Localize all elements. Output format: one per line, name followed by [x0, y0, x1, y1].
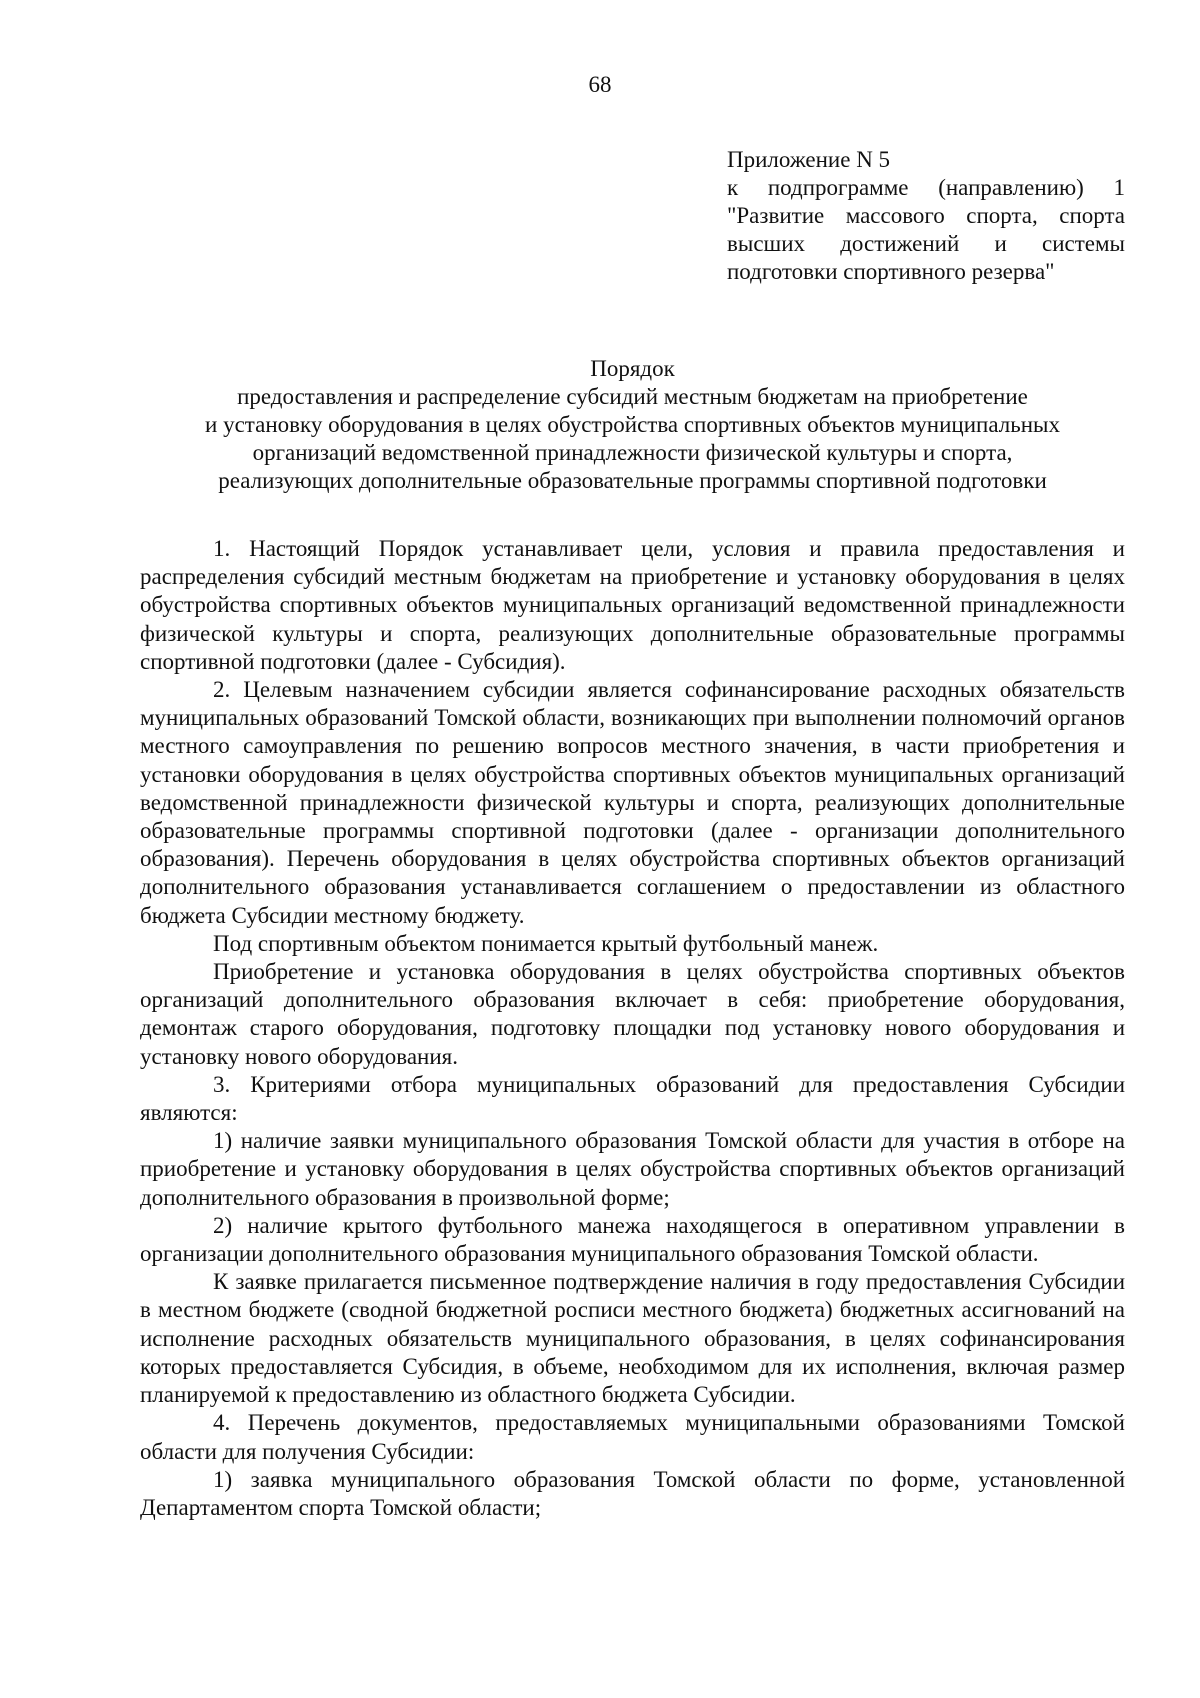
paragraph-3: 3. Критериями отбора муниципальных образований для предоставления Субсидии являются: — [140, 1071, 1125, 1126]
paragraph-equipment: Приобретение и установка оборудования в целях обустройства спортивных объектов организаций дополнительного образования включает в себя: приобретение оборудования, демонтаж старого оборудования, подготовку площадки под установку нового оборудования и установку нового оборудования. — [140, 959, 1125, 1069]
paragraph-application: К заявке прилагается письменное подтверждение наличия в году предоставления Субсидии в местном бюджете (сводной бюджетной росписи местного бюджета) бюджетных ассигнований на исполнение расходных обязательств муниципального образования, в целях софинансирования которых предоставляется Субсидия, в объеме, необходимом для их исполнения, включая размер планируемой к предоставлению из областного бюджета Субсидии. — [140, 1269, 1125, 1408]
document-body — [140, 535, 1125, 1522]
title-line: реализующих дополнительные образовательные программы спортивной подготовки — [218, 468, 1047, 493]
appendix-header — [727, 146, 1125, 286]
title-line: предоставления и распределение субсидий местным бюджетам на приобретение — [237, 384, 1028, 409]
document-title — [140, 355, 1125, 495]
paragraph-4: 4. Перечень документов, предоставляемых муниципальными образованиями Томской области для получения Субсидии: — [140, 1410, 1125, 1464]
title-line: организаций ведомственной принадлежности физической культуры и спорта, — [252, 440, 1013, 465]
paragraph-1: 1. Настоящий Порядок устанавливает цели, условия и правила предоставления и распределения субсидий местным бюджетам на приобретение и установку оборудования в целях обустройства спортивных объектов муниципальных организаций ведомственной принадлежности физической культуры и спорта, реализующих дополнительные образовательные программы спортивной подготовки (далее - Субсидия). — [140, 536, 1125, 674]
title-heading: Порядок — [590, 356, 675, 381]
appendix-reference: к подпрограмме (направлению) 1 "Развитие массового спорта, спорта высших достижений и системы подготовки спортивного резерва" — [727, 175, 1125, 284]
list-item-3-2: 2) наличие крытого футбольного манежа находящегося в оперативном управлении в организации дополнительного образования муниципального образования Томской области. — [140, 1212, 1125, 1267]
list-item-4-1: 1) заявка муниципального образования Томской области по форме, установленной Департаментом спорта Томской области; — [140, 1466, 1125, 1520]
paragraph-2: 2. Целевым назначением субсидии является софинансирование расходных обязательств муниципальных образований Томской области, возникающих при выполнении полномочий органов местного самоуправления по решению вопросов местного значения, в части приобретения и установки оборудования в целях обустройства спортивных объектов муниципальных организаций ведомственной принадлежности физической культуры и спорта, реализующих дополнительные образовательные программы спортивной подготовки (далее - организации дополнительного образования). Перечень оборудования в целях обустройства спортивных объектов организаций дополнительного образования устанавливается соглашением о предоставлении из областного бюджета Субсидии местному бюджету. — [140, 677, 1125, 928]
paragraph-sport-object: Под спортивным объектом понимается крытый футбольный манеж. — [213, 930, 879, 956]
title-line: и установку оборудования в целях обустройства спортивных объектов муниципальных — [205, 412, 1060, 437]
page-number: 68 — [588, 72, 612, 97]
list-item-3-1: 1) наличие заявки муниципального образования Томской области для участия в отборе на приобретение и установку оборудования в целях обустройства спортивных объектов организаций дополнительного образования в произвольной форме; — [140, 1128, 1125, 1210]
appendix-number: Приложение N 5 — [727, 147, 891, 172]
